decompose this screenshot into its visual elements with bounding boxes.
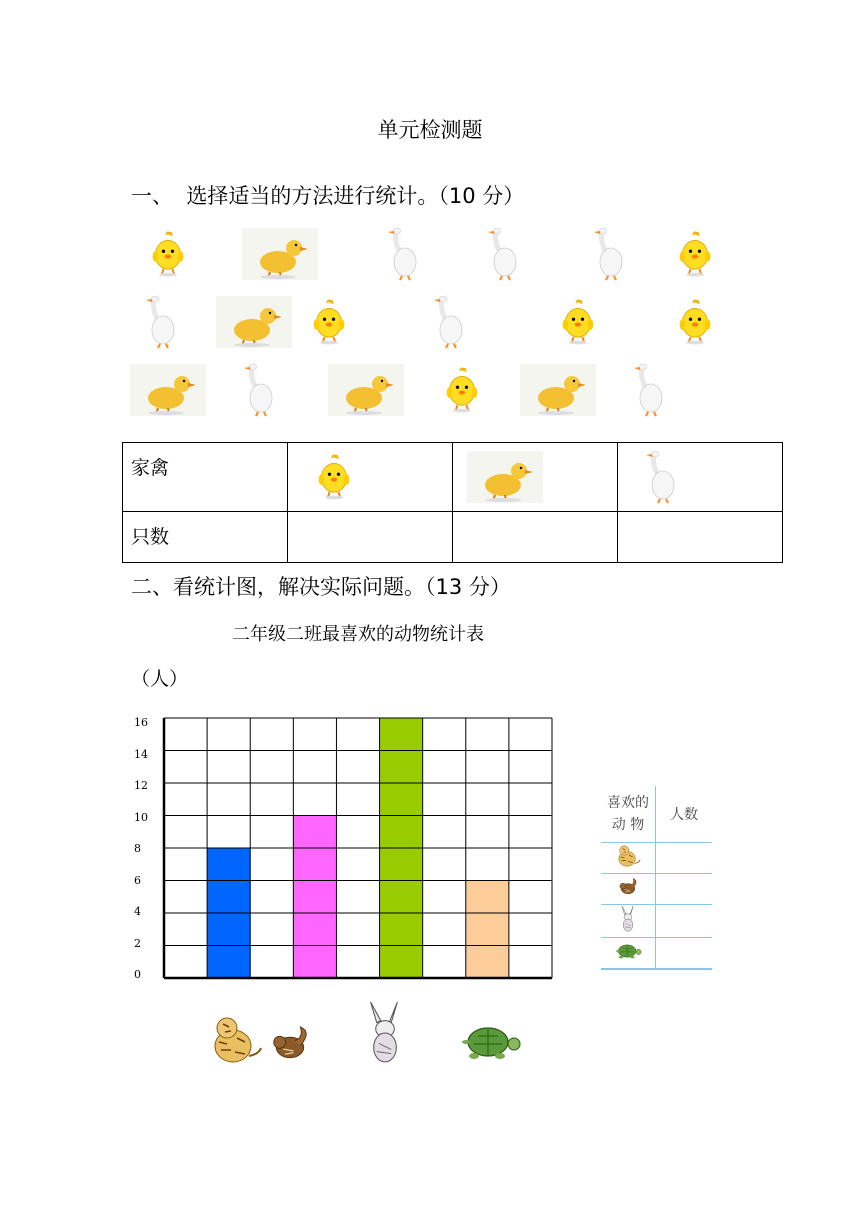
squirrel-icon	[614, 875, 642, 899]
chick-icon	[444, 364, 480, 414]
y-tick-label: 6	[134, 873, 141, 887]
duckling-icon	[216, 296, 292, 348]
animal-cell	[601, 905, 656, 938]
animal-count-table	[601, 786, 712, 970]
goose-icon	[630, 362, 666, 418]
y-tick-label: 2	[134, 936, 141, 950]
duckling-icon	[242, 228, 318, 280]
chick-icon	[677, 296, 713, 346]
chick-icon	[677, 228, 713, 278]
chick-icon	[316, 451, 352, 501]
duckling-icon	[328, 364, 404, 416]
y-tick-label: 14	[134, 747, 148, 761]
goose-header-cell	[618, 443, 783, 512]
y-tick-label: 4	[134, 905, 141, 918]
goose-icon	[430, 294, 466, 350]
page-title: 单元检测题	[377, 118, 483, 142]
section1-heading: 一、 选择适当的方法进行统计。（10 分）	[131, 184, 525, 208]
goose-icon	[642, 449, 678, 505]
tiger-icon	[205, 1012, 265, 1068]
animal-cell	[601, 843, 656, 874]
duckling-icon	[520, 364, 596, 416]
y-tick-label: 12	[134, 779, 148, 792]
bar-chart	[162, 716, 554, 980]
y-tick-label: 8	[134, 842, 141, 855]
chick-count-cell[interactable]	[288, 512, 453, 563]
turtle-icon	[458, 1020, 522, 1064]
goose-icon	[384, 226, 420, 282]
table-row-label-cell	[123, 443, 288, 512]
tiger-count-cell[interactable]	[656, 843, 713, 874]
rabbit-count-cell[interactable]	[656, 905, 713, 938]
chick-header-cell	[288, 443, 453, 512]
y-tick-label: 0	[134, 968, 141, 981]
animal-header-cell	[601, 786, 656, 843]
goose-icon	[590, 226, 626, 282]
turtle-count-cell[interactable]	[656, 938, 713, 970]
squirrel-count-cell[interactable]	[656, 874, 713, 905]
goose-icon	[240, 362, 276, 418]
y-tick-label: 10	[134, 810, 148, 824]
count-label: 只数	[131, 526, 170, 548]
duckling-icon	[467, 451, 543, 503]
bar-1	[293, 816, 336, 979]
chick-icon	[560, 296, 596, 346]
goose-icon	[142, 294, 178, 350]
y-axis-unit-label: （人）	[131, 668, 189, 690]
table-row-label-cell	[123, 512, 288, 563]
chart-title: 二年级二班最喜欢的动物统计表	[232, 624, 484, 645]
goose-icon	[484, 226, 520, 282]
rabbit-icon	[362, 1000, 408, 1066]
count-header: 人数	[670, 807, 698, 823]
rabbit-icon	[617, 905, 639, 933]
chick-icon	[150, 228, 186, 278]
poultry-count-table	[122, 442, 783, 563]
bar-3	[466, 881, 509, 979]
y-axis-ticks	[126, 712, 156, 982]
y-tick-label: 16	[134, 716, 148, 729]
section2-heading: 二、看统计图，解决实际问题。（13 分）	[131, 575, 511, 599]
animal-cell	[601, 874, 656, 905]
chick-icon	[311, 296, 347, 346]
squirrel-icon	[262, 1020, 318, 1068]
tiger-icon	[614, 843, 642, 869]
duckling-header-cell	[453, 443, 618, 512]
animal-header-line1: 喜欢的	[607, 795, 649, 811]
turtle-icon	[614, 941, 642, 961]
duckling-icon	[130, 364, 206, 416]
animal-cell	[601, 938, 656, 970]
goose-count-cell[interactable]	[618, 512, 783, 563]
animal-header-line2: 动 物	[611, 817, 645, 833]
duckling-count-cell[interactable]	[453, 512, 618, 563]
poultry-label: 家禽	[131, 457, 170, 479]
count-header-cell	[656, 786, 713, 843]
